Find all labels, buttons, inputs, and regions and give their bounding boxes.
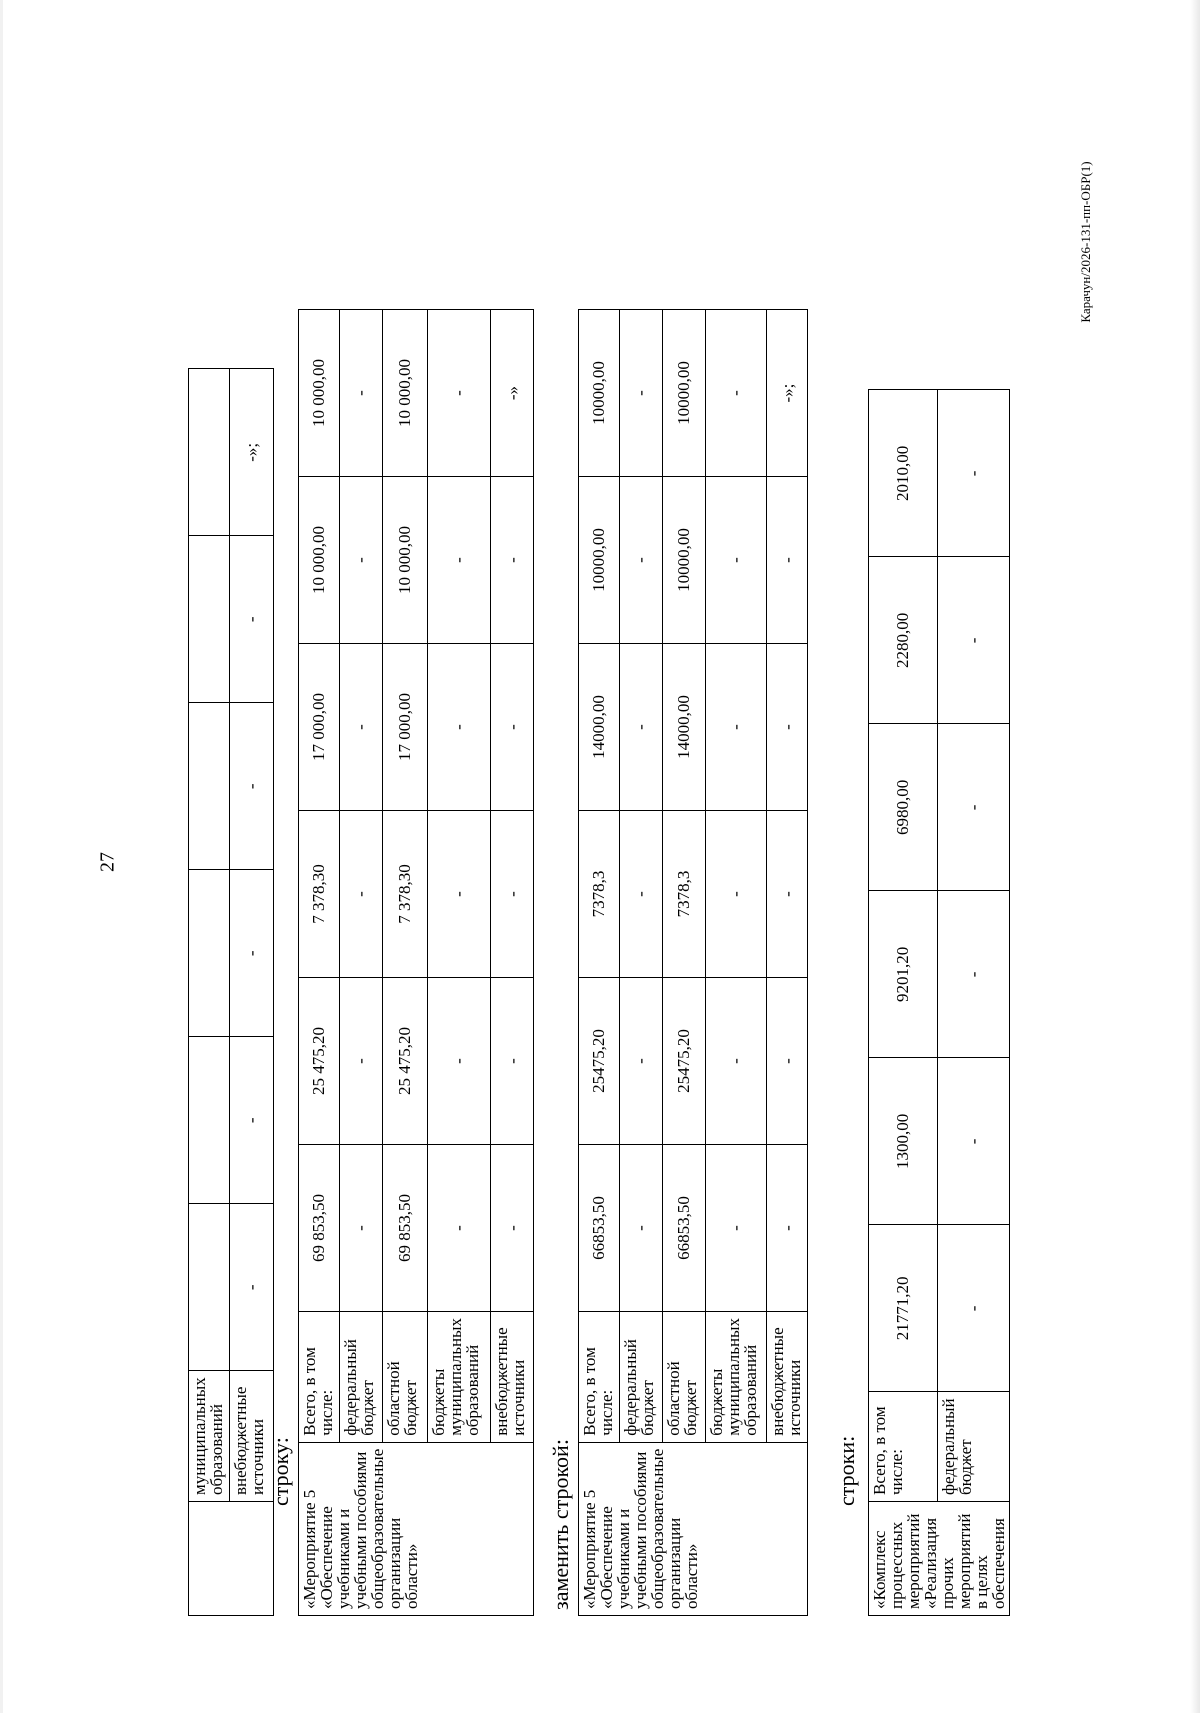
value-cell: - <box>491 1145 534 1312</box>
source-cell: внебюджетные источники <box>229 1371 273 1502</box>
value-cell: - <box>491 811 534 978</box>
value-cell: 2010,00 <box>869 390 938 557</box>
value-cell: - <box>705 811 766 978</box>
value-cell: - <box>339 978 382 1145</box>
table-row <box>662 310 705 1616</box>
table-row <box>427 310 490 1616</box>
source-cell: Всего, в том числе: <box>579 1312 620 1443</box>
value-cell: 69 853,50 <box>299 1145 340 1312</box>
source-cell: федеральный бюджет <box>339 1312 382 1443</box>
value-cell: - <box>937 1225 1009 1392</box>
table-row <box>382 310 427 1616</box>
value-cell: - <box>339 310 382 477</box>
table-row <box>767 310 808 1616</box>
document-code: Карачун/2026-131-пп-ОБР(1) <box>1078 161 1093 323</box>
value-cell: - <box>229 1037 273 1204</box>
scan-edge-left <box>0 0 3 1713</box>
value-cell: - <box>767 1145 808 1312</box>
value-cell: - <box>619 644 662 811</box>
source-cell: Всего, в том числе: <box>299 1312 340 1443</box>
value-cell: - <box>427 811 490 978</box>
table-row <box>491 310 534 1616</box>
value-cell: - <box>705 310 766 477</box>
value-cell: 7 378,30 <box>299 811 340 978</box>
continuation-table <box>188 368 274 1616</box>
value-cell: 10000,00 <box>662 310 705 477</box>
value-cell: 10 000,00 <box>299 477 340 644</box>
value-cell: 10 000,00 <box>299 310 340 477</box>
value-cell: - <box>619 1145 662 1312</box>
value-cell: 10000,00 <box>662 477 705 644</box>
value-cell: 9201,20 <box>869 891 938 1058</box>
value-cell: 69 853,50 <box>382 1145 427 1312</box>
source-cell: внебюджетные источники <box>491 1312 534 1443</box>
value-cell: - <box>937 724 1009 891</box>
table-row <box>619 310 662 1616</box>
value-cell <box>189 1204 230 1371</box>
value-cell: 10 000,00 <box>382 477 427 644</box>
value-cell <box>189 536 230 703</box>
value-cell: 2280,00 <box>869 557 938 724</box>
value-cell: - <box>937 390 1009 557</box>
complex-measures-table <box>868 389 1010 1616</box>
measure-name: «Мероприятие 5 «Обеспечение учебниками и учебными пособиями общеобразовательные организации области» <box>299 1442 534 1615</box>
value-cell: - <box>339 1145 382 1312</box>
value-cell: - <box>339 644 382 811</box>
value-cell: 25 475,20 <box>382 978 427 1145</box>
value-cell: - <box>339 477 382 644</box>
value-cell: - <box>427 978 490 1145</box>
value-cell: - <box>705 1145 766 1312</box>
value-cell: 10000,00 <box>579 477 620 644</box>
source-cell: областной бюджет <box>382 1312 427 1443</box>
value-cell: - <box>619 477 662 644</box>
value-cell: - <box>937 1058 1009 1225</box>
value-cell: - <box>705 644 766 811</box>
value-cell <box>189 870 230 1037</box>
value-cell: - <box>229 536 273 703</box>
value-cell: 66853,50 <box>579 1145 620 1312</box>
value-cell: - <box>767 477 808 644</box>
value-cell: - <box>767 978 808 1145</box>
section-label-replace-row: строку: <box>268 1437 293 1506</box>
value-cell: 7 378,30 <box>382 811 427 978</box>
value-cell: - <box>619 978 662 1145</box>
value-cell <box>189 703 230 870</box>
value-cell: 25475,20 <box>662 978 705 1145</box>
value-cell: - <box>491 644 534 811</box>
value-cell: - <box>427 644 490 811</box>
value-cell: - <box>229 1204 273 1371</box>
table-row <box>299 310 340 1616</box>
table-row <box>579 310 620 1616</box>
value-cell <box>189 369 230 536</box>
old-row-table <box>298 309 534 1616</box>
source-cell: внебюджетные источники <box>767 1312 808 1443</box>
source-cell: муниципальных образований <box>189 1371 230 1502</box>
value-cell: 21771,20 <box>869 1225 938 1392</box>
value-cell <box>189 1037 230 1204</box>
value-cell: - <box>767 644 808 811</box>
value-cell: 14000,00 <box>662 644 705 811</box>
value-cell: - <box>427 1145 490 1312</box>
table-row <box>869 390 938 1616</box>
source-cell: бюджеты муниципальных образований <box>427 1312 490 1443</box>
section-label-rows: строки: <box>834 1435 859 1506</box>
value-cell: - <box>491 978 534 1145</box>
rotated-content <box>188 66 1068 1616</box>
value-cell: - <box>705 477 766 644</box>
value-cell: 17 000,00 <box>382 644 427 811</box>
value-cell: -»; <box>229 369 273 536</box>
value-cell: -»; <box>767 310 808 477</box>
value-cell: - <box>229 870 273 1037</box>
value-cell: 17 000,00 <box>299 644 340 811</box>
value-cell: -» <box>491 310 534 477</box>
value-cell: - <box>339 811 382 978</box>
name-cell <box>189 1502 274 1616</box>
table-row <box>189 369 230 1616</box>
value-cell: - <box>427 477 490 644</box>
value-cell: - <box>937 557 1009 724</box>
value-cell: - <box>619 811 662 978</box>
value-cell: - <box>937 891 1009 1058</box>
value-cell: 14000,00 <box>579 644 620 811</box>
value-cell: 1300,00 <box>869 1058 938 1225</box>
source-cell: федеральный бюджет <box>619 1312 662 1443</box>
scan-edge-right <box>1190 0 1200 1713</box>
value-cell: - <box>491 477 534 644</box>
table-row <box>937 390 1009 1616</box>
source-cell: Всего, в том числе: <box>869 1392 938 1502</box>
value-cell: - <box>229 703 273 870</box>
value-cell: 25475,20 <box>579 978 620 1145</box>
measure-name: «Комплекс процессных мероприятий «Реализация прочих мероприятий в целях обеспечения <box>869 1502 1010 1616</box>
value-cell: - <box>427 310 490 477</box>
source-cell: бюджеты муниципальных образований <box>705 1312 766 1443</box>
value-cell: 6980,00 <box>869 724 938 891</box>
source-cell: федеральный бюджет <box>937 1392 1009 1502</box>
value-cell: 10000,00 <box>579 310 620 477</box>
table-row <box>705 310 766 1616</box>
source-cell: областной бюджет <box>662 1312 705 1443</box>
value-cell: 66853,50 <box>662 1145 705 1312</box>
measure-name: «Мероприятие 5 «Обеспечение учебниками и учебными пособиями общеобразовательные организации области» <box>579 1442 808 1615</box>
value-cell: - <box>619 310 662 477</box>
table-row <box>339 310 382 1616</box>
value-cell: 7378,3 <box>579 811 620 978</box>
value-cell: - <box>767 811 808 978</box>
section-label-replace-with: заменить строкой: <box>548 1439 573 1610</box>
page-number: 27 <box>96 852 119 872</box>
value-cell: - <box>705 978 766 1145</box>
value-cell: 25 475,20 <box>299 978 340 1145</box>
value-cell: 10 000,00 <box>382 310 427 477</box>
table-row <box>229 369 273 1616</box>
new-row-table <box>578 309 808 1616</box>
value-cell: 7378,3 <box>662 811 705 978</box>
